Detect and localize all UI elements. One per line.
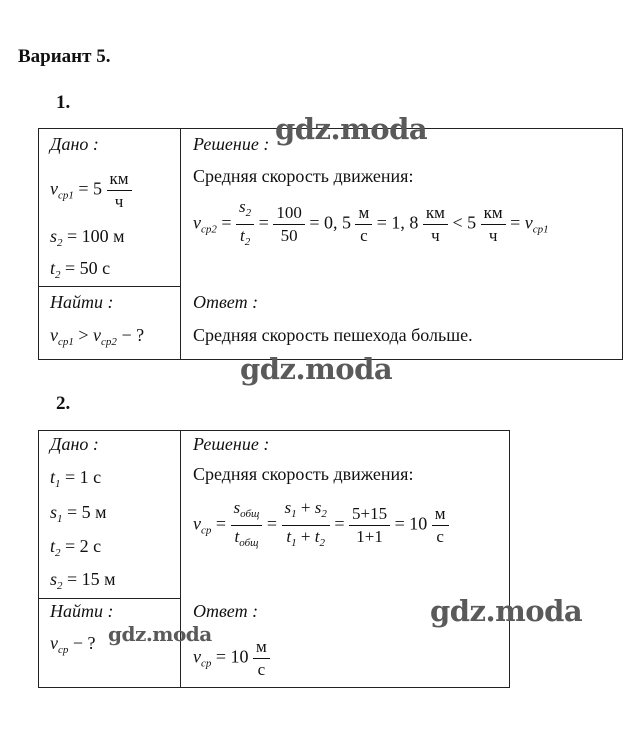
problem-2-find-expr: $v_{ср}$ − ? bbox=[50, 633, 96, 656]
problem-2-formula: $v_{ср}$ = $\frac{s_{общ}}{t_{общ}}$ = $\frac{s_1 + s_2}{t_1 + t_2}$ = $\frac{5+15}{1+1}$ = 10 $\frac{м}{с}$ bbox=[193, 497, 449, 554]
problem-1-number: 1. bbox=[56, 92, 71, 113]
watermark: gdz.moda bbox=[108, 622, 212, 646]
problem-1-solution-label: Решение : bbox=[193, 134, 270, 154]
problem-2-answer-expr: $v_{ср} = 10$ $\frac{м}{с}$ bbox=[193, 636, 270, 681]
problem-2-divider bbox=[180, 430, 181, 688]
problem-1-given-v: $v_{ср1} = 5$ $\frac{км}{ч}$ bbox=[50, 168, 132, 213]
problem-2-number: 2. bbox=[56, 393, 71, 414]
problem-2-solution-label: Решение : bbox=[193, 434, 270, 454]
problem-1-formula: $v_{ср2}$ = $\frac{s_2}{t_2}$ = $\frac{100}{50}$ = 0, 5 $\frac{м}{с}$ = 1, 8 $\frac{км}{ч}$ < 5 $\frac{км}{ч}$ = $v_{ср1}$ bbox=[193, 197, 549, 248]
watermark: gdz.moda bbox=[240, 352, 393, 386]
problem-2-given-s1: $s_1 = 5$ м bbox=[50, 502, 107, 525]
problem-1-given-find-separator bbox=[38, 286, 181, 287]
problem-1-find-expr: $v_{ср1} > v_{ср2}$ − ? bbox=[50, 325, 145, 348]
problem-1-solution-text: Средняя скорость движения: bbox=[193, 166, 414, 186]
problem-1-answer-label: Ответ : bbox=[193, 292, 259, 312]
problem-2-find-label: Найти : bbox=[50, 601, 114, 621]
variant-title: Вариант 5. bbox=[18, 46, 111, 67]
problem-2-given-s2: $s_2 = 15$ м bbox=[50, 569, 116, 592]
problem-1-divider bbox=[180, 128, 181, 360]
watermark: gdz.moda bbox=[430, 594, 583, 628]
problem-2-given-t1: $t_1 = 1$ с bbox=[50, 467, 102, 490]
problem-1-given-t2: $t_2 = 50$ с bbox=[50, 258, 111, 281]
problem-1-given-label: Дано : bbox=[50, 134, 99, 154]
problem-2-given-t2: $t_2 = 2$ с bbox=[50, 536, 102, 559]
problem-2-given-find-separator bbox=[38, 598, 181, 599]
watermark: gdz.moda bbox=[275, 112, 428, 146]
problem-2-given-label: Дано : bbox=[50, 434, 99, 454]
problem-1-find-label: Найти : bbox=[50, 292, 114, 312]
problem-2-solution-text: Средняя скорость движения: bbox=[193, 464, 414, 484]
problem-1-answer-text: Средняя скорость пешехода больше. bbox=[193, 325, 473, 345]
problem-2-answer-label: Ответ : bbox=[193, 601, 259, 621]
problem-1-given-s2: $s_2 = 100$ м bbox=[50, 226, 125, 249]
